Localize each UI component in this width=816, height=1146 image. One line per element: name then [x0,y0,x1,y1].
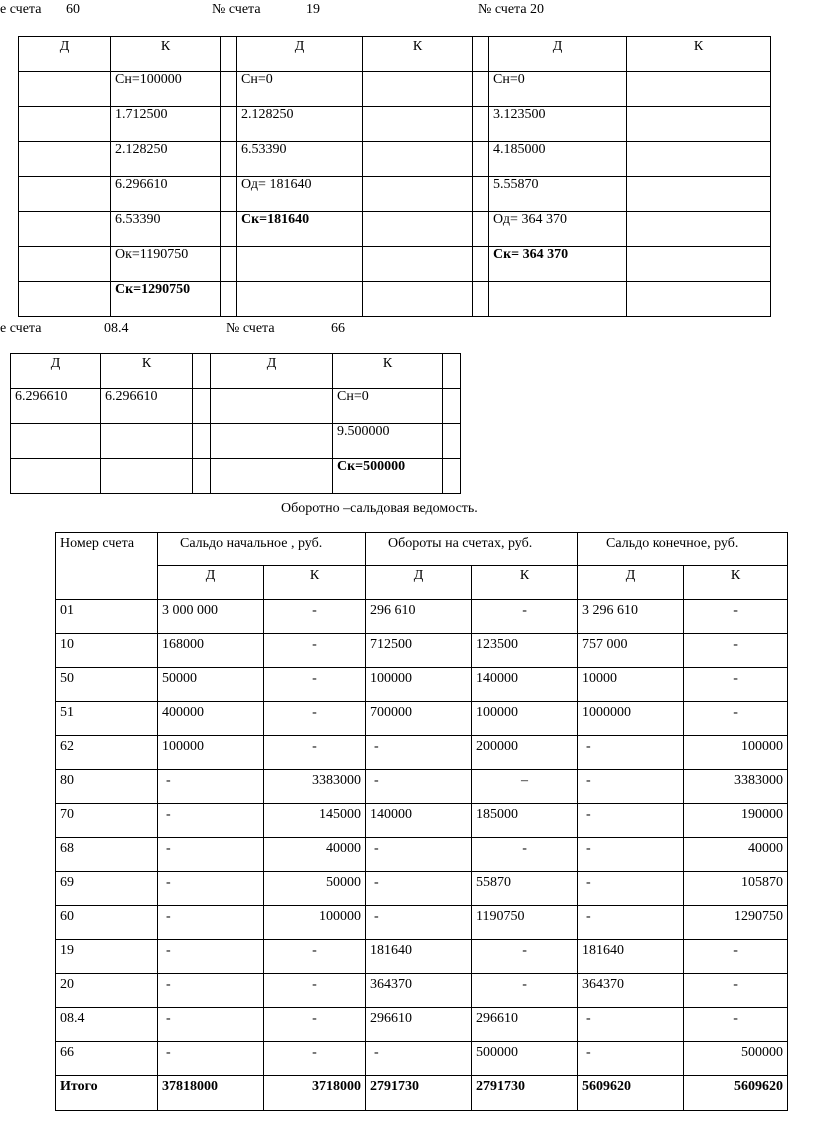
acc19-debit-cell: Од= 181640 [237,177,363,212]
acc66-number: 66 [331,321,345,336]
osv-cell: 757 000 [578,634,684,668]
acc60-credit-header: К [111,37,221,72]
osv-cell: - [684,1008,788,1042]
acc20-debit-cell: Сн=0 [489,72,627,107]
osv-row [56,872,788,906]
acc084-debit-cell: 6.296610 [11,389,101,424]
osv-cell: 500000 [472,1042,578,1076]
osv-cell: - [578,1042,684,1076]
osv-row [56,770,788,804]
acc20-closing-balance: Ск= 364 370 [489,247,627,282]
osv-col-closing: Сальдо конечное, руб. [578,533,788,566]
osv-account-number: 68 [56,838,158,872]
acc66-label: № счета [226,321,275,336]
osv-cell: - [264,600,366,634]
acc084-label: е счета [0,321,42,336]
acc20-debit-cell: Од= 364 370 [489,212,627,247]
osv-cell: 1000000 [578,702,684,736]
osv-cell: 1190750 [472,906,578,940]
acc19-credit-header: К [363,37,473,72]
osv-cell: - [472,600,578,634]
acc60-debit-header: Д [19,37,111,72]
osv-cell: – [472,770,578,804]
osv-row [56,736,788,770]
osv-row [56,634,788,668]
acc66-debit-header: Д [211,354,333,389]
osv-opening-credit: К [264,566,366,600]
osv-total-cell: 2791730 [366,1076,472,1111]
osv-cell: 3383000 [684,770,788,804]
osv-opening-debit: Д [158,566,264,600]
osv-turnover-credit: К [472,566,578,600]
osv-cell: - [264,974,366,1008]
osv-cell: 100000 [472,702,578,736]
osv-cell: - [578,872,684,906]
acc19-debit-header: Д [237,37,363,72]
osv-total-cell: 5609620 [684,1076,788,1111]
osv-cell: - [366,1042,472,1076]
osv-row [56,838,788,872]
osv-cell: - [578,906,684,940]
acc084-credit-header: К [101,354,193,389]
osv-account-number: 62 [56,736,158,770]
osv-account-number: 50 [56,668,158,702]
osv-cell: - [366,838,472,872]
osv-cell: 400000 [158,702,264,736]
acc19-closing-balance: Ск=181640 [237,212,363,247]
osv-cell: - [472,974,578,1008]
acc60-number: 60 [66,2,80,17]
osv-closing-debit: Д [578,566,684,600]
osv-row [56,804,788,838]
osv-cell: - [264,1008,366,1042]
osv-cell: 200000 [472,736,578,770]
osv-closing-credit: К [684,566,788,600]
osv-cell: - [684,974,788,1008]
acc084-credit-cell: 6.296610 [101,389,193,424]
osv-cell: - [578,838,684,872]
osv-cell: 1290750 [684,906,788,940]
acc20-debit-cell: 5.55870 [489,177,627,212]
osv-total-cell: 37818000 [158,1076,264,1111]
osv-total-cell: 5609620 [578,1076,684,1111]
acc084-debit-header: Д [11,354,101,389]
acc60-credit-cell: 6.296610 [111,177,221,212]
osv-total-label: Итого [56,1076,158,1111]
osv-cell: - [578,804,684,838]
osv-col-opening: Сальдо начальное , руб. [158,533,366,566]
acc66-closing-balance: Ск=500000 [333,459,443,494]
acc20-label: № счета 20 [478,2,545,17]
osv-row [56,906,788,940]
osv-cell: 100000 [684,736,788,770]
osv-cell: 500000 [684,1042,788,1076]
osv-cell: - [264,940,366,974]
osv-cell: - [158,770,264,804]
osv-cell: 700000 [366,702,472,736]
osv-account-number: 51 [56,702,158,736]
acc19-number: 19 [306,2,320,17]
osv-cell: 40000 [684,838,788,872]
osv-cell: - [366,906,472,940]
osv-cell: 140000 [472,668,578,702]
osv-cell: 105870 [684,872,788,906]
osv-cell: 168000 [158,634,264,668]
osv-cell: - [158,940,264,974]
osv-account-number: 01 [56,600,158,634]
osv-account-number: 08.4 [56,1008,158,1042]
osv-account-number: 19 [56,940,158,974]
acc60-credit-cell: 6.53390 [111,212,221,247]
osv-cell: - [158,906,264,940]
osv-cell: 185000 [472,804,578,838]
osv-row [56,1042,788,1076]
acc19-debit-cell: Сн=0 [237,72,363,107]
osv-account-number: 60 [56,906,158,940]
osv-row [56,974,788,1008]
acc20-debit-cell: 4.185000 [489,142,627,177]
osv-row [56,600,788,634]
osv-cell: 10000 [578,668,684,702]
acc60-credit-cell: Сн=100000 [111,72,221,107]
osv-cell: 296610 [366,1008,472,1042]
osv-row [56,1008,788,1042]
osv-table [55,532,788,1111]
osv-cell: 296 610 [366,600,472,634]
acc60-label: е счета [0,2,42,17]
osv-cell: 3383000 [264,770,366,804]
osv-cell: - [366,770,472,804]
acc60-closing-balance: Ск=1290750 [111,282,221,317]
osv-cell: 181640 [578,940,684,974]
osv-cell: - [264,634,366,668]
osv-cell: 50000 [158,668,264,702]
osv-account-number: 10 [56,634,158,668]
acc66-credit-cell: Сн=0 [333,389,443,424]
osv-cell: - [684,702,788,736]
osv-account-number: 69 [56,872,158,906]
acc66-credit-header: К [333,354,443,389]
osv-cell: - [158,838,264,872]
osv-cell: - [472,838,578,872]
osv-cell: 712500 [366,634,472,668]
osv-account-number: 20 [56,974,158,1008]
osv-cell: - [578,1008,684,1042]
osv-cell: 3 000 000 [158,600,264,634]
osv-cell: 3 296 610 [578,600,684,634]
osv-cell: - [158,804,264,838]
osv-cell: - [684,668,788,702]
osv-title: Оборотно –сальдовая ведомость. [281,501,478,516]
osv-cell: - [158,872,264,906]
osv-cell: - [264,736,366,770]
osv-cell: - [472,940,578,974]
osv-cell: 296610 [472,1008,578,1042]
osv-account-number: 70 [56,804,158,838]
osv-cell: - [684,940,788,974]
osv-row [56,940,788,974]
osv-cell: 50000 [264,872,366,906]
acc19-debit-cell: 2.128250 [237,107,363,142]
osv-cell: - [158,974,264,1008]
t-accounts-middle [10,353,461,494]
osv-row [56,668,788,702]
osv-cell: - [264,668,366,702]
osv-cell: - [578,736,684,770]
acc66-credit-cell: 9.500000 [333,424,443,459]
osv-cell: - [264,702,366,736]
acc60-credit-cell: 2.128250 [111,142,221,177]
acc20-debit-header: Д [489,37,627,72]
osv-cell: 145000 [264,804,366,838]
acc20-debit-cell: 3.123500 [489,107,627,142]
osv-cell: - [158,1042,264,1076]
osv-cell: 55870 [472,872,578,906]
osv-cell: 140000 [366,804,472,838]
osv-cell: - [366,736,472,770]
osv-cell: - [264,1042,366,1076]
osv-total-cell: 2791730 [472,1076,578,1111]
osv-cell: 100000 [158,736,264,770]
osv-cell: 364370 [578,974,684,1008]
acc19-debit-cell: 6.53390 [237,142,363,177]
osv-cell: - [158,1008,264,1042]
acc19-label: № счета [212,2,261,17]
acc60-credit-cell: Ок=1190750 [111,247,221,282]
osv-col-turnover: Обороты на счетах, руб. [366,533,578,566]
osv-total-row [56,1076,788,1111]
osv-cell: 40000 [264,838,366,872]
osv-total-cell: 3718000 [264,1076,366,1111]
acc084-number: 08.4 [104,321,129,336]
osv-cell: 123500 [472,634,578,668]
osv-turnover-debit: Д [366,566,472,600]
osv-cell: - [684,634,788,668]
osv-account-number: 66 [56,1042,158,1076]
osv-cell: 100000 [264,906,366,940]
osv-cell: 181640 [366,940,472,974]
osv-cell: 190000 [684,804,788,838]
osv-account-number: 80 [56,770,158,804]
acc20-credit-header: К [627,37,771,72]
osv-col-account: Номер счета [56,533,158,600]
osv-cell: - [684,600,788,634]
osv-row [56,702,788,736]
osv-cell: - [366,872,472,906]
osv-cell: 100000 [366,668,472,702]
osv-cell: 364370 [366,974,472,1008]
osv-cell: - [578,770,684,804]
acc60-credit-cell: 1.712500 [111,107,221,142]
t-accounts-top [18,36,771,317]
